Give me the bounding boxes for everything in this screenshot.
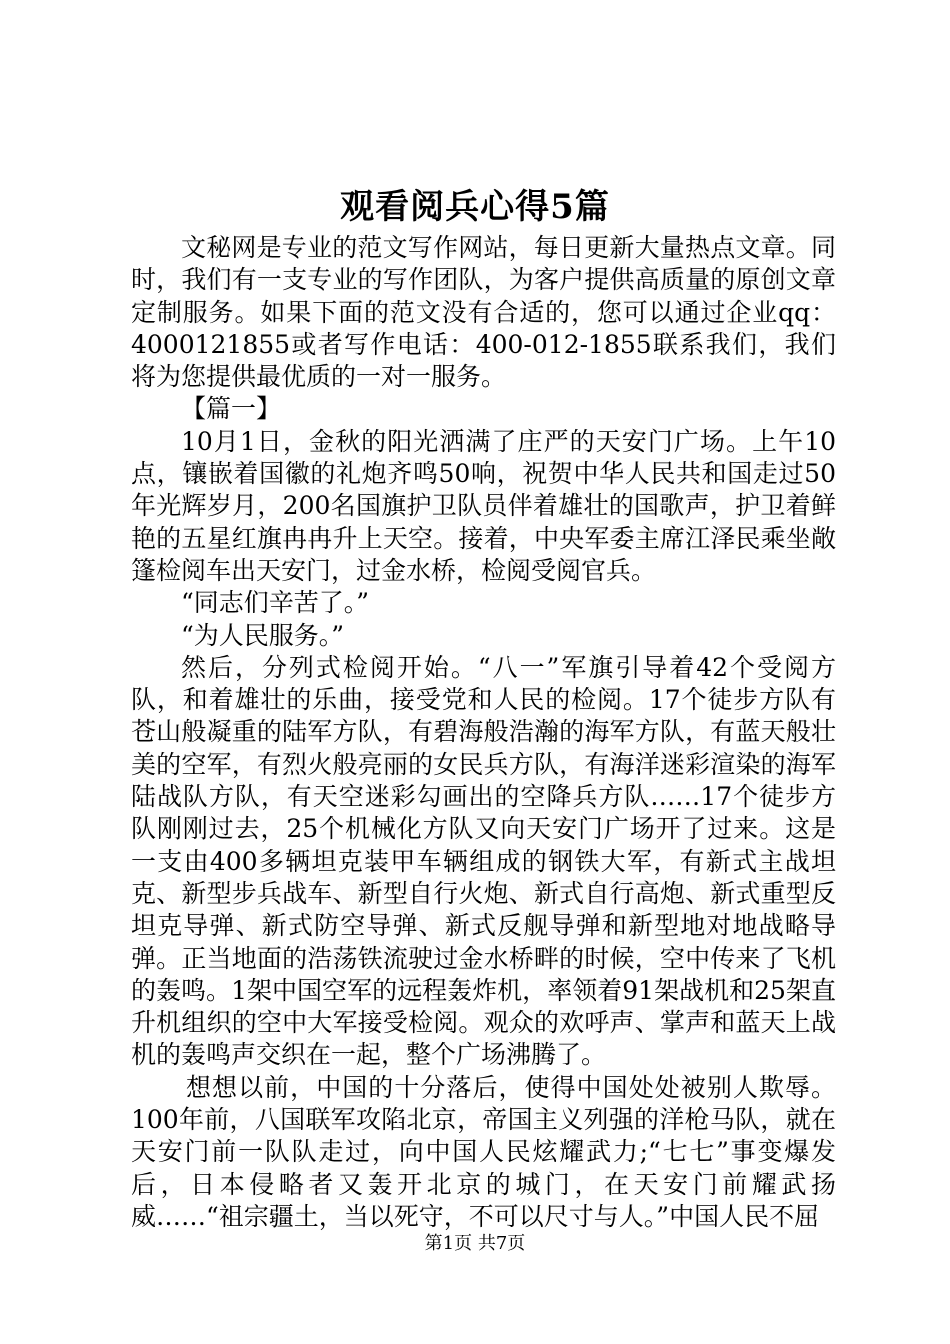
intro-paragraph: 文秘网是专业的范文写作网站，每日更新大量热点文章。同时，我们有一支专业的写作团队，为客户提供高质量的原创文章定制服务。如果下面的范文没有合适的，您可以通过企业qq：4000121855或者写作电话：400-012-1855联系我们，我们将为您提供最优质的一对一服务。 bbox=[131, 233, 836, 392]
document-title: 观看阅兵心得5篇 bbox=[340, 187, 610, 227]
document-body bbox=[131, 232, 836, 1233]
quote-paragraph: “为人民服务。” bbox=[181, 620, 345, 650]
body-paragraph: 然后，分列式检阅开始。“八一”军旗引导着42个受阅方队，和着雄壮的乐曲，接受党和人民的检阅。17个徒步方队有苍山般凝重的陆军方队，有碧海般浩瀚的海军方队，有蓝天般壮美的空军，有烈火般亮丽的女民兵方队，有海洋迷彩渲染的海军陆战队方队，有天空迷彩勾画出的空降兵方队……17个徒步方队刚刚过去，25个机械化方队又向天安门广场开了过来。这是一支由400多辆坦克装甲车辆组成的钢铁大军，有新式主战坦克、新型步兵战车、新型自行火炮、新式自行高炮、新式重型反坦克导弹、新式防空导弹、新式反舰导弹和新型地对地战略导弹。正当地面的浩荡铁流驶过金水桥畔的时候，空中传来了飞机的轰鸣。1架中国空军的远程轰炸机，率领着91架战机和25架直升机组织的空中大军接受检阅。观众的欢呼声、掌声和蓝天上战机的轰鸣声交织在一起，整个广场沸腾了。 bbox=[131, 652, 836, 1070]
page-footer: 第1页 共7页 bbox=[424, 1233, 526, 1254]
body-paragraph: 想想以前，中国的十分落后，使得中国处处被别人欺辱。100年前，八国联军攻陷北京，帝国主义列强的洋枪马队，就在天安门前一队队走过，向中国人民炫耀武力;“七七”事变爆发后，日本侵略者又轰开北京的城门，在天安门前耀武扬威……“祖宗疆土，当以死守，不可以尺寸与人。”中国人民不屈 bbox=[131, 1072, 836, 1231]
quote-paragraph: “同志们辛苦了。” bbox=[181, 588, 370, 618]
section-heading: 【篇一】 bbox=[181, 394, 282, 424]
body-paragraph: 10月1日，金秋的阳光洒满了庄严的天安门广场。上午10点，镶嵌着国徽的礼炮齐鸣50响，祝贺中华人民共和国走过50年光辉岁月，200名国旗护卫队员伴着雄壮的国歌声，护卫着鲜艳的五星红旗冉冉升上天空。接着，中央军委主席江泽民乘坐敞篷检阅车出天安门，过金水桥，检阅受阅官兵。 bbox=[131, 426, 836, 585]
